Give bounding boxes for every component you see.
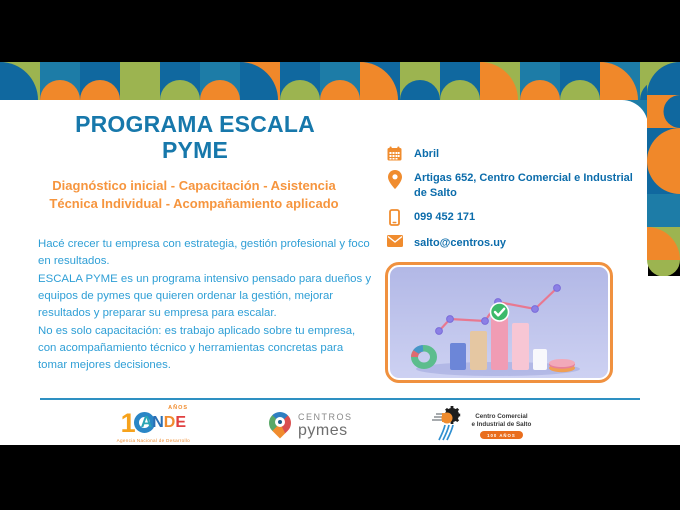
- phone-icon: [386, 209, 403, 226]
- description-paragraph: No es solo capacitación: es trabajo aplicado sobre tu empresa, con acompañamiento técnico y herramientas concretas para tomar mejores decisiones.: [38, 324, 356, 372]
- date-row: [386, 146, 638, 161]
- phone-text: 099 452 171: [414, 210, 476, 223]
- pymes-label: pymes: [298, 422, 348, 439]
- ccis-name-line2: e Industrial de Salto: [471, 420, 532, 428]
- date-text: Abril: [414, 148, 440, 160]
- title-line-1: PROGRAMA ESCALA: [75, 111, 315, 137]
- description-paragraph: Hacé crecer tu empresa con estrategia, gestión profesional y foco en resultados.: [38, 238, 370, 268]
- ande-logo: [116, 404, 190, 443]
- ccis-emblem-icon: [431, 406, 465, 447]
- mail-icon: [386, 235, 403, 247]
- title-line-2: PYME: [162, 136, 228, 163]
- ande-letter: E: [175, 413, 187, 431]
- subtitle-line-2: Técnica Individual - Acompañamiento aplicado: [49, 195, 339, 211]
- growth-chart-illustration: [385, 262, 613, 383]
- ande-logo-mark: [120, 404, 189, 438]
- illustration-image: [390, 267, 608, 378]
- subtitle-line-1: Diagnóstico inicial - Capacitación - Asistencia: [52, 178, 336, 193]
- centros-pin-icon: [268, 411, 292, 441]
- ande-letter: N: [152, 413, 164, 431]
- ccis-name-line1: Centro Comercial: [475, 412, 528, 420]
- footer-logos: [0, 403, 648, 449]
- ccis-text: [472, 413, 532, 440]
- ccis-logo: [431, 406, 532, 447]
- address-text: Artigas 652, Centro Comercial e Industrial de Salto: [414, 172, 633, 199]
- page-title: [30, 112, 360, 164]
- centros-wordmark: [298, 413, 353, 439]
- centros-label: CENTROS: [298, 412, 353, 422]
- description-paragraph: ESCALA PYME es un programa intensivo pensado para dueños y equipos de pymes que quieren ordenar la gestión, mejorar resultados y preparar su empresa para escalar.: [38, 272, 372, 320]
- description-text: [38, 236, 374, 375]
- ande-wordmark: [141, 414, 186, 432]
- contact-info: [386, 146, 638, 259]
- address-row: [386, 170, 638, 200]
- footer-divider: [40, 398, 640, 400]
- ande-tagline: Agencia Nacional de Desarrollo: [116, 437, 190, 443]
- bottom-letterbox: [0, 445, 680, 510]
- subtitle: [14, 177, 374, 212]
- ande-number: 1: [120, 407, 136, 438]
- ande-letter: D: [163, 413, 176, 431]
- location-pin-icon: [386, 170, 403, 189]
- email-text: salto@centros.uy: [414, 236, 507, 249]
- ande-letter: A: [140, 413, 153, 431]
- ande-anios-label: AÑOS: [168, 404, 189, 411]
- phone-row: [386, 209, 638, 226]
- calendar-icon: [386, 146, 403, 161]
- email-row: [386, 235, 638, 250]
- centros-pymes-logo: [268, 411, 353, 441]
- ccis-anniversary-badge: 100 AÑOS: [480, 431, 523, 439]
